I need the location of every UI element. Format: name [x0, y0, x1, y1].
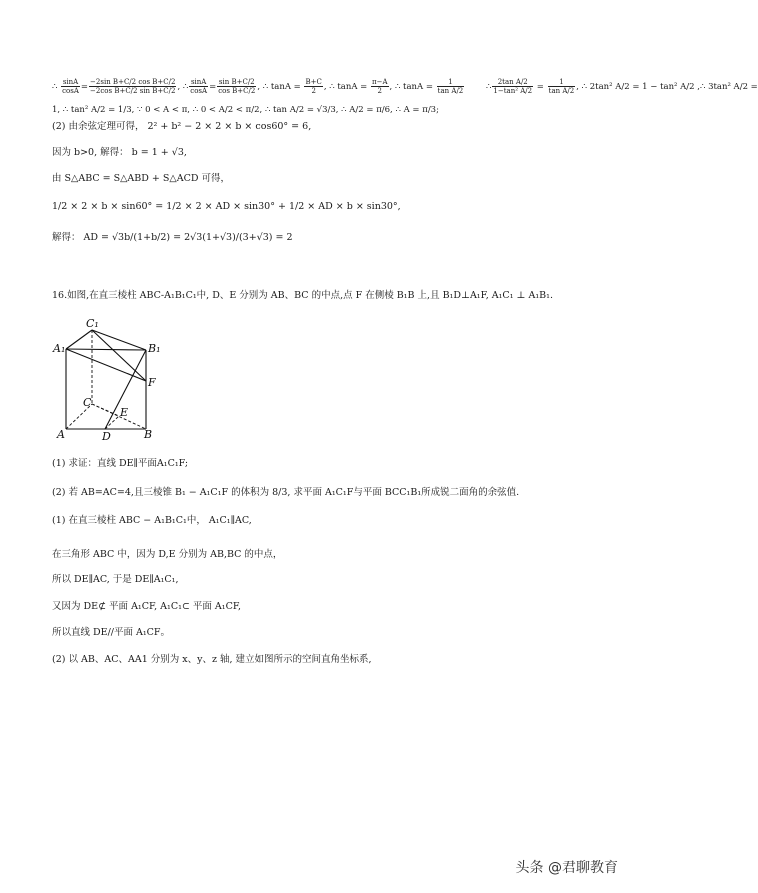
label-D: D	[102, 430, 111, 443]
question-16-part-2: (2) 若 AB=AC=4,且三棱锥 B₁ − A₁C₁F 的体积为 8/3, 求平面 A₁C₁F与平面 BCC₁B₁所成锐二面角的余弦值.	[52, 487, 520, 498]
fraction: $\frac{\sin A}{\cos A}$	[62, 78, 79, 95]
label-A1: A₁	[53, 342, 66, 355]
fraction: $\frac{1}{\text{tan A/2}}$	[548, 78, 575, 95]
solution-line-1: ∴ $\frac{\sin A}{\cos A}$ = $\frac{\text{−2sin B+C/2 cos B+C/2}}{\text{−2cos B+C/2 sin B+C/2}}$ , ∴ $\frac{\sin A}{\cos A}$ = $\frac{\text{sin B+C/2}}{\text{cos B+C/2}}$ , ∴ tanA = $\frac{B+C}{2}$ , ∴ tanA = $\frac{\pi-A}{2}$ , ∴ tanA = $\frac{1}{\text{tan A/2}}$ ∴ $\frac{\text{2tan A/2}}{\text{1−tan² A/2}}$ = $\frac{1}{\text{tan A/2}}$ , ∴ 2tan² A/2 = 1 − tan² A/2 ,∴ 3tan² A/2 =	[52, 78, 758, 95]
label-C1: C₁	[86, 317, 99, 330]
solution-line-6: 1/2 × 2 × b × sin60° = 1/2 × 2 × AD × sin30° + 1/2 × AD × b × sin30°,	[52, 201, 401, 212]
fraction: $\frac{1}{\text{tan A/2}}$	[437, 78, 464, 95]
answer-line-3: 所以 DE∥AC, 于是 DE∥A₁C₁,	[52, 574, 179, 585]
question-16-part-1: (1) 求证：直线 DE∥平面A₁C₁F;	[52, 458, 189, 469]
fraction: $\frac{\pi-A}{2}$	[372, 78, 388, 95]
answer-line-6: (2) 以 AB、AC、AA1 分别为 x、y、z 轴, 建立如图所示的空间直角坐标系,	[52, 654, 372, 665]
answer-line-2: 在三角形 ABC 中，因为 D,E 分别为 AB,BC 的中点，	[52, 549, 283, 560]
solution-line-7: 解得： AD = √3b/(1+b/2) = 2√3(1+√3)/(3+√3) = 2	[52, 232, 293, 243]
answer-line-5: 所以直线 DE//平面 A₁CF。	[52, 627, 171, 638]
label-C: C	[83, 396, 92, 409]
solution-line-4: 因为 b>0, 解得： b = 1 + √3,	[52, 147, 187, 158]
label-F: F	[148, 376, 156, 389]
prism-figure	[52, 318, 164, 442]
fraction: $\frac{\sin A}{\cos A}$	[190, 78, 208, 95]
question-16: 16.如图,在直三棱柱 ABC-A₁B₁C₁中, D、E 分别为 AB、BC 的中点,点 F 在侧棱 B₁B 上,且 B₁D⊥A₁F, A₁C₁ ⊥ A₁B₁.	[52, 290, 553, 301]
answer-line-1: (1) 在直三棱柱 ABC − A₁B₁C₁中， A₁C₁∥AC,	[52, 515, 252, 526]
fraction: $\frac{\text{sin B+C/2}}{\text{cos B+C/2}}$	[218, 78, 256, 95]
solution-line-5: 由 S△ABC = S△ABD + S△ACD 可得，	[52, 173, 230, 184]
answer-line-4: 又因为 DE⊄ 平面 A₁CF, A₁C₁⊂ 平面 A₁CF,	[52, 601, 241, 612]
watermark: 头条 @君聊教育	[515, 860, 618, 876]
fraction: $\frac{\text{−2sin B+C/2 cos B+C/2}}{\text{−2cos B+C/2 sin B+C/2}}$	[90, 78, 176, 95]
label-B: B	[144, 428, 153, 441]
fraction: $\frac{B+C}{2}$	[305, 78, 322, 95]
solution-line-3: (2) 由余弦定理可得， 2² + b² − 2 × 2 × b × cos60° = 6,	[52, 121, 312, 132]
label-B1: B₁	[148, 342, 161, 355]
fraction: $\frac{\text{2tan A/2}}{\text{1−tan² A/2}}$	[493, 78, 533, 95]
solution-line-2: 1, ∴ tan² A/2 = 1/3, ∵ 0 < A < π, ∴ 0 < A/2 < π/2, ∴ tan A/2 = √3/3, ∴ A/2 = π/6, ∴ A = π/3;	[52, 105, 439, 115]
label-E: E	[120, 406, 129, 419]
label-A: A	[57, 428, 65, 441]
